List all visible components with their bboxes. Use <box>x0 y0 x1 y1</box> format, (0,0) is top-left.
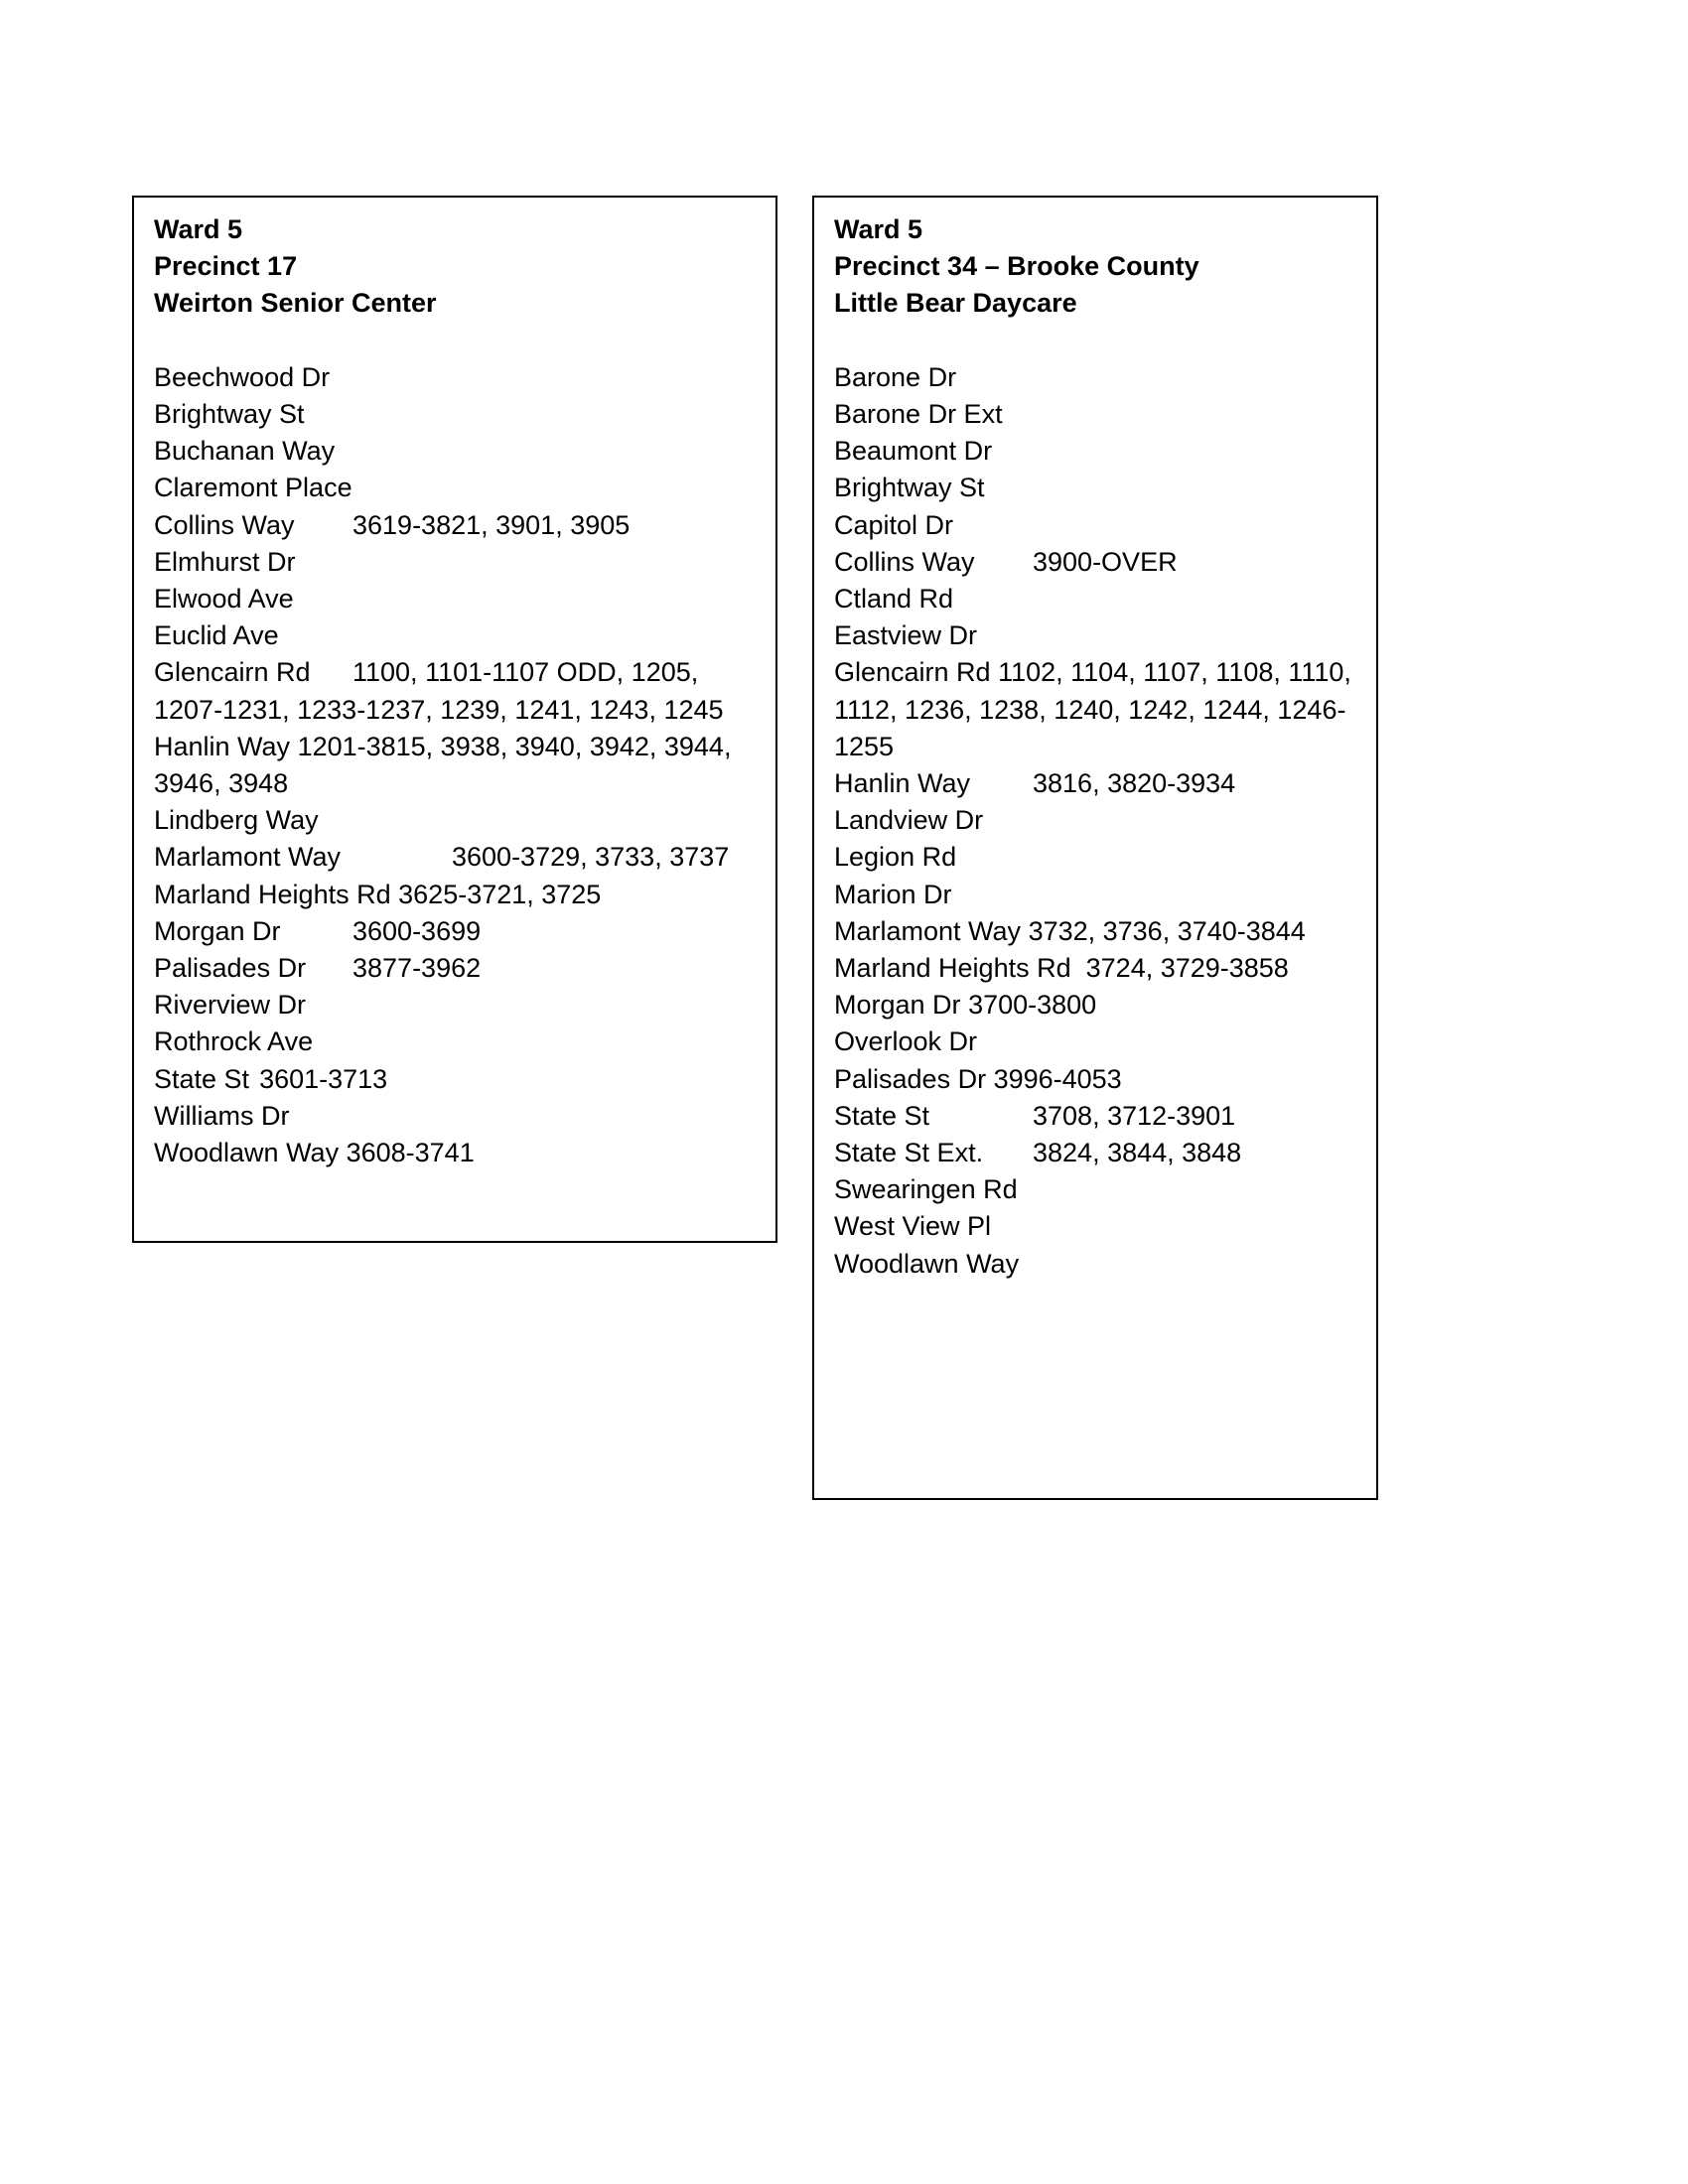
street-line <box>834 987 1356 1024</box>
street-line <box>154 507 756 544</box>
street-line <box>834 1024 1356 1060</box>
street-line <box>154 987 756 1024</box>
street-name: Eastview Dr <box>834 620 978 651</box>
street-line <box>154 839 756 876</box>
street-range: 3708, 3712-3901 <box>1033 1100 1236 1131</box>
street-line <box>834 950 1356 987</box>
street-line <box>834 1061 1356 1098</box>
street-line <box>834 617 1356 654</box>
street-name: Hanlin Way <box>834 768 971 799</box>
precinct-17-box <box>132 196 777 1243</box>
street-line <box>154 802 756 839</box>
street-line <box>834 581 1356 617</box>
spacer <box>834 323 1356 359</box>
street-line <box>834 1246 1356 1283</box>
street-name: Barone Dr <box>834 361 957 392</box>
street-line <box>154 581 756 617</box>
street-range: 3625-3721, 3725 <box>398 879 602 909</box>
street-range: 3824, 3844, 3848 <box>1033 1138 1242 1168</box>
street-line <box>154 913 756 950</box>
street-line <box>834 913 1356 950</box>
street-name: Morgan Dr <box>834 990 961 1021</box>
street-line <box>154 1061 756 1098</box>
street-line <box>154 1024 756 1060</box>
street-range: 1100, 1101-1107 ODD, 1205, 1207-1231, 1233-1237, 1239, 1241, 1243, 1245 <box>154 657 724 725</box>
street-line <box>154 359 756 396</box>
street-name: Elmhurst Dr <box>154 546 296 577</box>
street-name: Barone Dr Ext <box>834 399 1003 429</box>
street-line <box>154 654 756 728</box>
street-line <box>834 433 1356 470</box>
street-name: Beaumont Dr <box>834 436 993 467</box>
street-name: Landview Dr <box>834 805 984 836</box>
street-name: Marland Heights Rd <box>834 953 1071 984</box>
street-line <box>154 1098 756 1135</box>
street-range: 3900-OVER <box>1033 546 1178 577</box>
precinct-heading: Precinct 17 <box>154 251 298 282</box>
spacer <box>154 323 756 359</box>
street-range: 1201-3815, 3938, 3940, 3942, 3944, 3946, 3948 <box>154 731 732 799</box>
street-range: 3600-3729, 3733, 3737 <box>452 842 730 873</box>
street-name: Overlook Dr <box>834 1026 978 1057</box>
street-name: Rothrock Ave <box>154 1026 314 1057</box>
precinct-34-box <box>812 196 1378 1500</box>
street-line <box>154 617 756 654</box>
street-range: 3816, 3820-3934 <box>1033 768 1236 799</box>
street-line <box>154 950 756 987</box>
street-name: Lindberg Way <box>154 805 319 836</box>
street-name: Palisades Dr <box>834 1063 987 1094</box>
street-line <box>154 877 756 913</box>
street-name: Glencairn Rd <box>834 657 991 688</box>
street-line <box>834 470 1356 506</box>
street-name: Elwood Ave <box>154 584 294 614</box>
street-line <box>154 1135 756 1171</box>
street-line <box>834 654 1356 765</box>
street-line <box>154 729 756 802</box>
street-line <box>834 1171 1356 1208</box>
precinct-heading: Precinct 34 – Brooke County <box>834 251 1199 282</box>
street-name: Claremont Place <box>154 473 352 503</box>
street-range: 3724, 3729-3858 <box>1085 953 1289 984</box>
street-line <box>154 544 756 581</box>
location-heading: Weirton Senior Center <box>154 288 437 319</box>
street-name: Riverview Dr <box>154 990 307 1021</box>
street-name: Morgan Dr <box>154 915 281 946</box>
street-line <box>154 396 756 433</box>
street-line <box>834 765 1356 802</box>
street-name: Marlamont Way <box>154 842 342 873</box>
street-name: Woodlawn Way <box>154 1138 340 1168</box>
street-line <box>834 802 1356 839</box>
street-name: State St <box>154 1063 250 1094</box>
street-name: Palisades Dr <box>154 953 307 984</box>
street-name: Swearingen Rd <box>834 1174 1018 1205</box>
street-range: 3600-3699 <box>352 915 482 946</box>
street-name: Legion Rd <box>834 842 957 873</box>
street-name: Ctland Rd <box>834 584 954 614</box>
street-line <box>834 396 1356 433</box>
street-name: Woodlawn Way <box>834 1248 1020 1279</box>
street-line <box>834 1208 1356 1245</box>
street-range: 3608-3741 <box>346 1138 475 1168</box>
street-name: State St Ext. <box>834 1138 984 1168</box>
ward-heading: Ward 5 <box>834 214 923 244</box>
street-line <box>154 433 756 470</box>
street-range: 3619-3821, 3901, 3905 <box>352 509 631 540</box>
street-line <box>834 1098 1356 1135</box>
street-name: Brightway St <box>154 399 305 429</box>
street-name: Marion Dr <box>834 879 952 909</box>
street-name: Marlamont Way <box>834 915 1022 946</box>
street-name: Brightway St <box>834 473 985 503</box>
location-heading: Little Bear Daycare <box>834 288 1077 319</box>
street-name: Marland Heights Rd <box>154 879 391 909</box>
street-name: Glencairn Rd <box>154 657 311 688</box>
street-range: 3877-3962 <box>352 953 482 984</box>
street-line <box>834 359 1356 396</box>
street-name: Williams Dr <box>154 1100 290 1131</box>
street-name: Hanlin Way <box>154 731 291 761</box>
street-line <box>834 507 1356 544</box>
street-line <box>834 544 1356 581</box>
street-range: 3601-3713 <box>259 1063 388 1094</box>
ward-heading: Ward 5 <box>154 214 243 244</box>
street-range: 3700-3800 <box>968 990 1097 1021</box>
street-name: West View Pl <box>834 1211 992 1242</box>
street-line <box>834 1135 1356 1171</box>
street-range: 3732, 3736, 3740-3844 <box>1028 915 1306 946</box>
street-name: Buchanan Way <box>154 436 336 467</box>
street-name: Euclid Ave <box>154 620 279 651</box>
street-name: Beechwood Dr <box>154 361 331 392</box>
street-line <box>834 877 1356 913</box>
street-name: Collins Way <box>834 546 975 577</box>
street-name: Collins Way <box>154 509 295 540</box>
street-range: 1102, 1104, 1107, 1108, 1110, 1112, 1236, 1238, 1240, 1242, 1244, 1246-1255 <box>834 657 1351 761</box>
street-name: State St <box>834 1100 930 1131</box>
street-range: 3996-4053 <box>993 1063 1122 1094</box>
street-line <box>834 839 1356 876</box>
street-line <box>154 470 756 506</box>
street-name: Capitol Dr <box>834 509 954 540</box>
